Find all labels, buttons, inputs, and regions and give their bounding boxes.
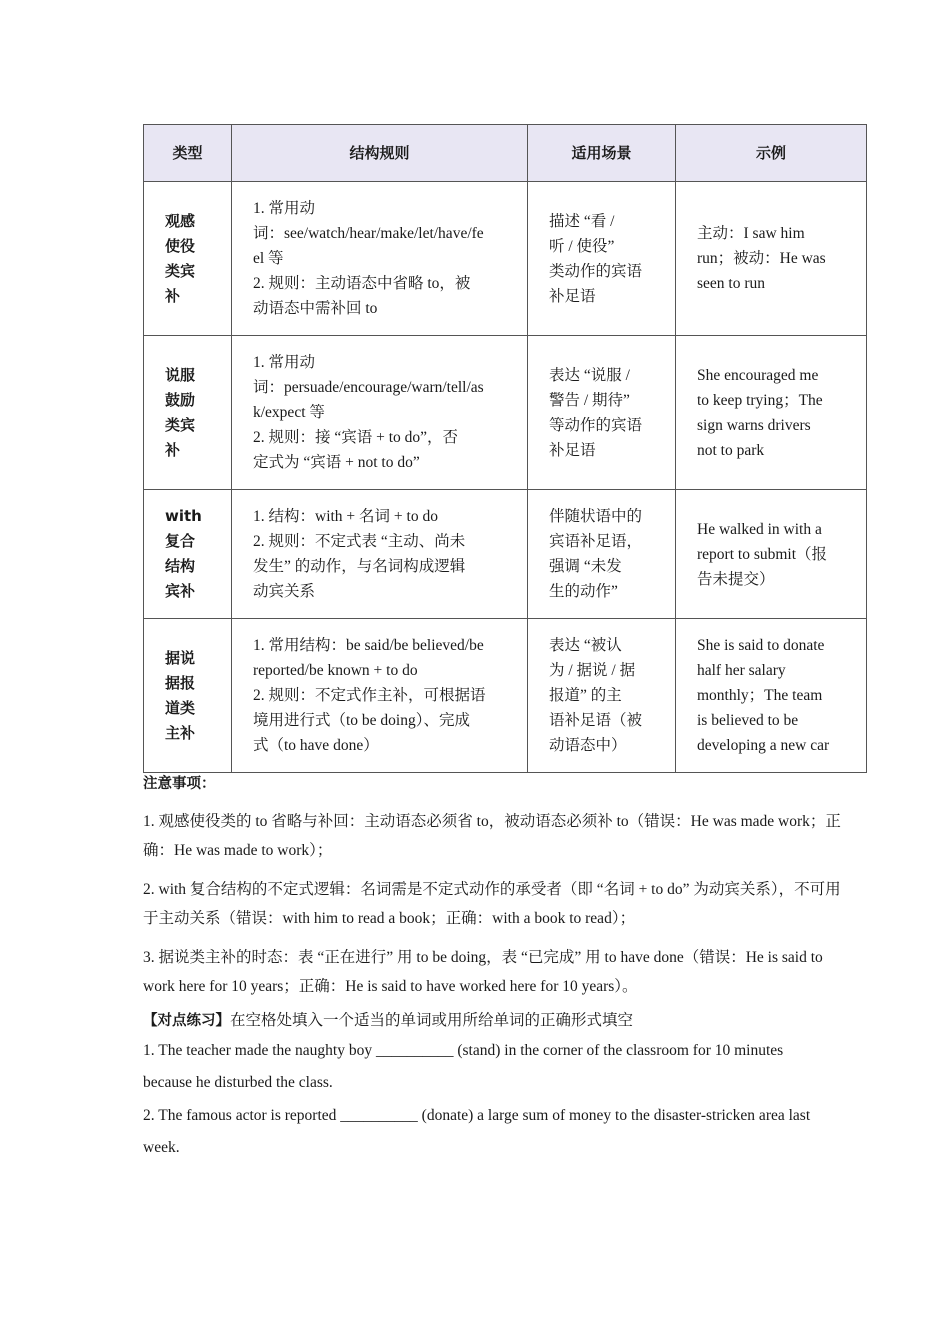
- note-item: 2. with 复合结构的不定式逻辑：名词需是不定式动作的承受者（即 “名词 + to do” 为动宾关系），不可用于主动关系（错误：with him to read a book；正确：with a book to read）；: [143, 881, 841, 927]
- type-text: 说服: [165, 365, 196, 384]
- scene-text: 描述 “看 /: [549, 212, 615, 230]
- example-text: not to park: [697, 441, 765, 459]
- rules-cell: [232, 619, 528, 773]
- rule-text: 1. 常用结构：be said/be believed/be: [253, 637, 484, 654]
- note-item: 3. 据说类主补的时态：表 “正在进行” 用 to be doing，表 “已完成” 用 to have done（错误：He is said to work here for 10 years；正确：He is said to have worked here for 10 years）。: [143, 949, 823, 995]
- example-text: half her salary: [697, 662, 786, 679]
- rules-cell: [232, 182, 528, 336]
- table-row: [144, 619, 867, 773]
- rule-text: 动宾关系: [253, 583, 316, 600]
- example-text: She encouraged me: [697, 366, 819, 384]
- rule-text: 2. 规则：接 “宾语 + to do”，否: [253, 429, 459, 446]
- example-cell: [676, 490, 867, 619]
- rule-text: 1. 结构：with + 名词 + to do: [253, 508, 438, 525]
- scene-cell: [528, 336, 676, 490]
- example-cell: [676, 336, 867, 490]
- grammar-table: [143, 124, 867, 773]
- scene-text: 等动作的宾语: [549, 416, 643, 434]
- type-cell: [144, 490, 232, 619]
- rule-text: el 等: [253, 250, 284, 267]
- example-text: 告未提交）: [697, 570, 775, 588]
- example-text: monthly；The team: [697, 687, 823, 704]
- type-text: with: [165, 507, 202, 525]
- scene-text: 报道” 的主: [549, 687, 622, 704]
- type-text: 观感: [165, 211, 196, 230]
- type-text: 补: [165, 286, 181, 305]
- scene-text: 补足语: [549, 441, 596, 459]
- type-text: 使役: [165, 236, 196, 255]
- scene-text: 表达 “被认: [549, 637, 622, 654]
- type-text: 主补: [165, 723, 196, 742]
- scene-cell: [528, 490, 676, 619]
- practice-question: 1. The teacher made the naughty boy __________ (stand) in the corner of the classroom for 10 minutes because he disturbed the class.: [143, 1042, 784, 1091]
- scene-text: 强调 “未发: [549, 558, 622, 575]
- type-text: 结构: [165, 557, 196, 575]
- example-text: sign warns drivers: [697, 416, 811, 434]
- example-text: developing a new car: [697, 737, 830, 754]
- header-scene: 适用场景: [528, 125, 676, 182]
- notes-section: [143, 772, 843, 1001]
- rule-text: 境用进行式（to be doing）、完成: [253, 712, 470, 729]
- notes-title: 注意事项：: [143, 776, 216, 792]
- rule-text: 词：persuade/encourage/warn/tell/as: [253, 379, 484, 396]
- rule-text: 定式为 “宾语 + not to do”: [253, 454, 420, 471]
- rule-text: reported/be known + to do: [253, 662, 418, 679]
- rule-text: 1. 常用动: [253, 354, 316, 371]
- rule-text: 词：see/watch/hear/make/let/have/fe: [253, 225, 484, 242]
- scene-text: 听 / 使役”: [549, 237, 615, 255]
- example-text: She is said to donate: [697, 637, 825, 654]
- scene-cell: [528, 182, 676, 336]
- rule-text: 2. 规则：主动语态中省略 to，被: [253, 275, 471, 292]
- example-cell: [676, 182, 867, 336]
- rules-cell: [232, 490, 528, 619]
- practice-section: [143, 1008, 833, 1164]
- rule-text: 动语态中需补回 to: [253, 300, 378, 317]
- example-text: to keep trying；The: [697, 391, 823, 409]
- table-row: [144, 182, 867, 336]
- scene-text: 为 / 据说 / 据: [549, 662, 636, 679]
- scene-text: 伴随状语中的: [549, 508, 643, 525]
- type-text: 类宾: [165, 261, 196, 280]
- header-rules: 结构规则: [232, 125, 528, 182]
- rule-text: 1. 常用动: [253, 200, 316, 217]
- scene-text: 语补足语（被: [549, 712, 643, 729]
- rule-text: k/expect 等: [253, 404, 325, 421]
- rules-cell: [232, 336, 528, 490]
- scene-text: 警告 / 期待”: [549, 391, 630, 409]
- header-example: 示例: [676, 125, 867, 182]
- example-cell: [676, 619, 867, 773]
- type-text: 道类: [165, 698, 196, 717]
- practice-heading: [143, 1008, 833, 1034]
- practice-instruction: 在空格处填入一个适当的单词或用所给单词的正确形式填空: [230, 1012, 634, 1029]
- example-text: report to submit（报: [697, 545, 828, 563]
- type-text: 据说: [165, 648, 196, 667]
- header-type: 类型: [144, 125, 232, 182]
- note-item: 1. 观感使役类的 to 省略与补回：主动语态必须省 to，被动语态必须补 to（错误：He was made work；正确：He was made to work）；: [143, 813, 841, 859]
- table-row: [144, 336, 867, 490]
- type-cell: [144, 182, 232, 336]
- table-row: [144, 490, 867, 619]
- type-text: 补: [165, 440, 181, 459]
- type-text: 宾补: [165, 582, 196, 600]
- rule-text: 式（to have done）: [253, 737, 379, 754]
- example-text: is believed to be: [697, 712, 799, 729]
- rule-text: 2. 规则：不定式作主补，可根据语: [253, 687, 486, 704]
- practice-question: 2. The famous actor is reported __________ (donate) a large sum of money to the disaster-stricken area last week.: [143, 1107, 811, 1156]
- scene-text: 补足语: [549, 287, 596, 305]
- scene-text: 动语态中）: [549, 737, 627, 754]
- example-text: seen to run: [697, 275, 766, 292]
- example-text: run；被动：He was: [697, 250, 826, 267]
- scene-text: 宾语补足语，: [549, 533, 643, 550]
- type-cell: [144, 336, 232, 490]
- type-text: 复合: [165, 532, 196, 550]
- table-header-row: [144, 125, 867, 182]
- scene-text: 生的动作”: [549, 583, 618, 600]
- example-text: He walked in with a: [697, 520, 822, 538]
- practice-label: 【对点练习】: [143, 1013, 230, 1029]
- scene-text: 类动作的宾语: [549, 262, 643, 280]
- scene-cell: [528, 619, 676, 773]
- type-text: 据报: [165, 673, 196, 692]
- rule-text: 2. 规则：不定式表 “主动、尚未: [253, 533, 466, 550]
- type-text: 类宾: [165, 415, 196, 434]
- type-text: 鼓励: [165, 390, 196, 409]
- type-cell: [144, 619, 232, 773]
- scene-text: 表达 “说服 /: [549, 366, 630, 384]
- example-text: 主动：I saw him: [697, 225, 805, 242]
- rule-text: 发生” 的动作，与名词构成逻辑: [253, 558, 466, 575]
